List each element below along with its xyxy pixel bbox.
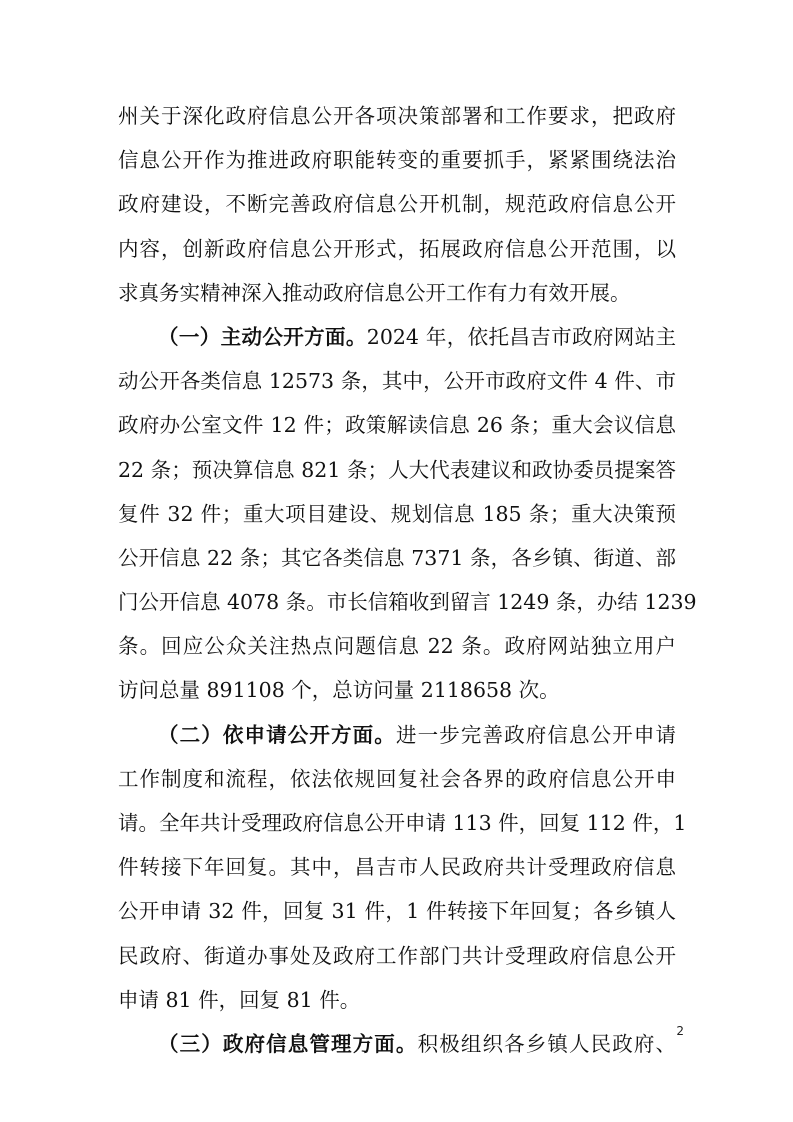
- text-line: 件转接下年回复。其中，昌吉市人民政府共计受理政府信息: [118, 855, 676, 880]
- section-2-first-line: [118, 713, 676, 757]
- text-line: 公开信息 22 条；其它各类信息 7371 条，各乡镇、街道、部: [118, 545, 676, 570]
- text-line: 州关于深化政府信息公开各项决策部署和工作要求，把政府: [118, 104, 676, 128]
- page-number: 2: [676, 1024, 684, 1038]
- text-line: 动公开各类信息 12573 条，其中，公开市政府文件 4 件、市: [118, 369, 676, 394]
- document-body: [118, 94, 697, 1066]
- text-line: 访问总量 891108 个，总访问量 2118658 次。: [118, 678, 560, 703]
- text-span: 进一步完善政府信息公开申请: [395, 722, 677, 747]
- text-line: 22 条；预决算信息 821 条；人大代表建议和政协委员提案答: [118, 457, 676, 482]
- text-line: 申请 81 件，回复 81 件。: [118, 987, 361, 1012]
- text-line: 信息公开作为推进政府职能转变的重要抓手，紧紧围绕法治: [118, 148, 676, 173]
- section-heading: （一）主动公开方面。: [158, 324, 367, 349]
- section-heading: （三）政府信息管理方面。: [158, 1031, 418, 1056]
- text-line: 条。回应公众关注热点问题信息 22 条。政府网站独立用户: [118, 634, 676, 659]
- text-line: 政府办公室文件 12 件；政策解读信息 26 条；重大会议信息: [118, 413, 676, 438]
- text-line: 门公开信息 4078 条。市长信箱收到留言 1249 条，办结 1239: [118, 590, 697, 615]
- text-line: 求真务实精神深入推动政府信息公开工作有力有效开展。: [118, 280, 631, 305]
- text-line: 复件 32 件；重大项目建设、规划信息 185 条；重大决策预: [118, 501, 676, 526]
- text-span: 2024 年，依托昌吉市政府网站主: [366, 324, 677, 349]
- section-3-first-line: [118, 1022, 676, 1066]
- section-1-first-line: [118, 315, 676, 359]
- text-line: 内容，创新政府信息公开形式，拓展政府信息公开范围，以: [118, 236, 676, 261]
- text-line: 政府建设，不断完善政府信息公开机制，规范政府信息公开: [118, 192, 676, 217]
- text-line: 民政府、街道办事处及政府工作部门共计受理政府信息公开: [118, 943, 676, 968]
- section-heading: （二）依申请公开方面。: [158, 722, 396, 747]
- text-line: 工作制度和流程，依法依规回复社会各界的政府信息公开申: [118, 766, 676, 791]
- text-span: 积极组织各乡镇人民政府、: [417, 1031, 677, 1056]
- text-line: 请。全年共计受理政府信息公开申请 113 件，回复 112 件，1: [118, 811, 687, 835]
- text-line: 公开申请 32 件，回复 31 件，1 件转接下年回复；各乡镇人: [118, 899, 676, 924]
